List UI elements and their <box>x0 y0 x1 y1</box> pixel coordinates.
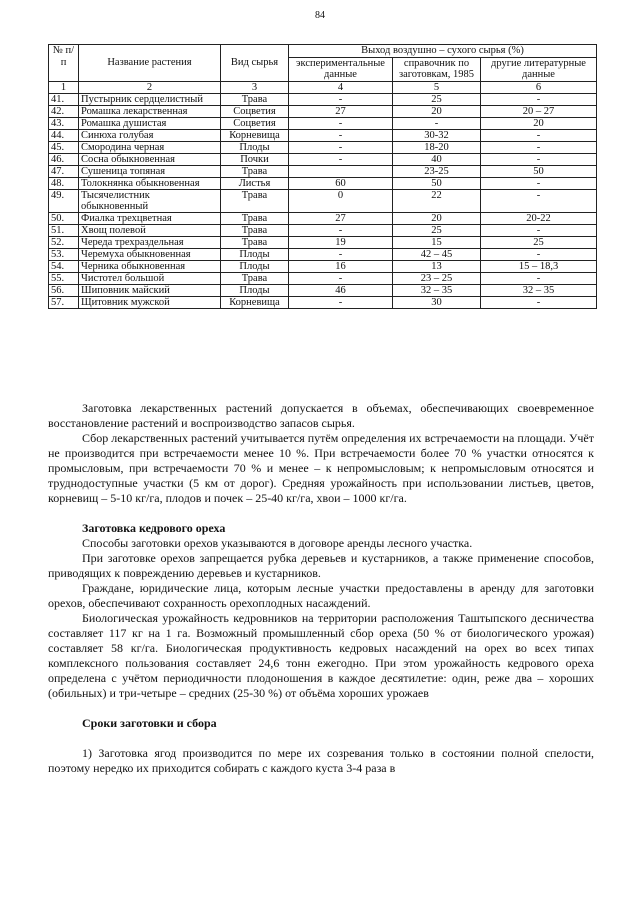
reference-cell: 18-20 <box>393 141 481 153</box>
other-literature-cell: 20 <box>481 117 597 129</box>
plant-name-cell: Толокнянка обыкновенная <box>79 177 221 189</box>
plant-name-cell: Щитовник мужской <box>79 296 221 308</box>
reference-cell: - <box>393 117 481 129</box>
raw-type-cell: Почки <box>221 153 289 165</box>
paragraph: Способы заготовки орехов указываются в договоре аренды лесного участка. <box>82 536 473 550</box>
table-row <box>49 117 597 129</box>
row-number-cell: 51. <box>49 224 79 236</box>
reference-cell: 25 <box>393 224 481 236</box>
table-row <box>49 248 597 260</box>
reference-cell: 23 – 25 <box>393 272 481 284</box>
table-row <box>49 105 597 117</box>
experimental-cell: - <box>289 248 393 260</box>
reference-cell: 20 <box>393 212 481 224</box>
plant-name-cell: Синюха голубая <box>79 129 221 141</box>
section-heading: Заготовка кедрового ореха <box>82 521 226 535</box>
table-row <box>49 141 597 153</box>
other-literature-cell: - <box>481 248 597 260</box>
other-literature-cell: - <box>481 296 597 308</box>
reference-cell: 50 <box>393 177 481 189</box>
other-literature-cell: 25 <box>481 236 597 248</box>
row-number-cell: 57. <box>49 296 79 308</box>
row-number-cell: 46. <box>49 153 79 165</box>
row-number-cell: 43. <box>49 117 79 129</box>
plant-name-cell: Ромашка душистая <box>79 117 221 129</box>
other-literature-cell: 15 – 18,3 <box>481 260 597 272</box>
header-raw-type: Вид сырья <box>221 45 289 82</box>
table-row <box>49 177 597 189</box>
plant-name-cell: Чистотел большой <box>79 272 221 284</box>
other-literature-cell: - <box>481 93 597 105</box>
column-number-cell: 1 <box>49 81 79 93</box>
reference-cell: 15 <box>393 236 481 248</box>
raw-type-cell: Трава <box>221 224 289 236</box>
raw-type-cell: Соцветия <box>221 105 289 117</box>
row-number-cell: 48. <box>49 177 79 189</box>
reference-cell: 30 <box>393 296 481 308</box>
table-row <box>49 236 597 248</box>
other-literature-cell: - <box>481 224 597 236</box>
table-row <box>49 93 597 105</box>
table-row <box>49 296 597 308</box>
paragraph: Заготовка лекарственных растений допускается в объемах, обеспечивающих своевременное восстановление растений и воспроизводство запасов сырья. <box>48 401 594 430</box>
experimental-cell: - <box>289 93 393 105</box>
paragraph: 1) Заготовка ягод производится по мере их созревания только в состоянии полной спелости, поэтому нередко их приходится собирать с каждого куста 3-4 раза в <box>48 746 594 775</box>
header-experimental: экспериментальные данные <box>289 57 393 81</box>
experimental-cell: - <box>289 117 393 129</box>
header-yield-group: Выход воздушно – сухого сырья (%) <box>289 45 597 58</box>
experimental-cell: 0 <box>289 189 393 212</box>
header-reference: справочник по заготовкам, 1985 <box>393 57 481 81</box>
plant-name-cell: Фиалка трехцветная <box>79 212 221 224</box>
raw-type-cell: Трава <box>221 93 289 105</box>
other-literature-cell: - <box>481 177 597 189</box>
raw-type-cell: Плоды <box>221 141 289 153</box>
table-row <box>49 224 597 236</box>
experimental-cell: - <box>289 141 393 153</box>
raw-type-cell: Трава <box>221 272 289 284</box>
reference-cell: 13 <box>393 260 481 272</box>
experimental-cell: 60 <box>289 177 393 189</box>
raw-type-cell: Трава <box>221 165 289 177</box>
other-literature-cell: 20-22 <box>481 212 597 224</box>
reference-cell: 25 <box>393 93 481 105</box>
header-plant-name: Название растения <box>79 45 221 82</box>
reference-cell: 32 – 35 <box>393 284 481 296</box>
table-row <box>49 153 597 165</box>
plant-name-cell: Шиповник майский <box>79 284 221 296</box>
row-number-cell: 55. <box>49 272 79 284</box>
paragraph: При заготовке орехов запрещается рубка деревьев и кустарников, а также применение способов, приводящих к повреждению деревьев и кустарников. <box>48 551 594 580</box>
row-number-cell: 47. <box>49 165 79 177</box>
other-literature-cell: 20 – 27 <box>481 105 597 117</box>
reference-cell: 30-32 <box>393 129 481 141</box>
raw-type-cell: Листья <box>221 177 289 189</box>
other-literature-cell: 50 <box>481 165 597 177</box>
column-number-cell: 4 <box>289 81 393 93</box>
reference-cell: 23-25 <box>393 165 481 177</box>
table-row <box>49 260 597 272</box>
table-row <box>49 272 597 284</box>
experimental-cell: 27 <box>289 212 393 224</box>
table-row <box>49 165 597 177</box>
page-number: 84 <box>315 10 325 21</box>
other-literature-cell: - <box>481 189 597 212</box>
body-text <box>48 401 594 776</box>
experimental-cell: - <box>289 224 393 236</box>
other-literature-cell: - <box>481 153 597 165</box>
plant-name-cell: Сосна обыкновенная <box>79 153 221 165</box>
row-number-cell: 49. <box>49 189 79 212</box>
experimental-cell: - <box>289 272 393 284</box>
raw-type-cell: Плоды <box>221 284 289 296</box>
header-number: № п/п <box>49 45 79 82</box>
table-row <box>49 284 597 296</box>
experimental-cell: - <box>289 129 393 141</box>
other-literature-cell: - <box>481 141 597 153</box>
paragraph: Граждане, юридические лица, которым лесные участки предоставлены в аренду для заготовки орехов, обеспечивают сохранность орехоплодных насаждений. <box>48 581 594 610</box>
table-row <box>49 189 597 212</box>
paragraph: Биологическая урожайность кедровников на территории расположения Таштыпского десничества составляет 117 кг на 1 га. Возможный промышленный сбор ореха (50 % от биологического урожая) составляет 58 кг/га. Биологическая продуктивность кедровых насаждений на орех во всех типах комплексного пользования составляет 24,6 тонн ежегодно. При этом урожайность кедрового ореха определена с учётом периодичности плодоношения в каждое десятилетие: один, реже два – хороших (обильных) и три-четыре – средних (25-30 %) от объёма хороших урожаев <box>48 611 594 700</box>
plant-name-cell: Черемуха обыкновенная <box>79 248 221 260</box>
plant-name-cell: Черника обыкновенная <box>79 260 221 272</box>
yield-table <box>48 44 597 309</box>
experimental-cell: 46 <box>289 284 393 296</box>
reference-cell: 42 – 45 <box>393 248 481 260</box>
raw-type-cell: Плоды <box>221 260 289 272</box>
raw-type-cell: Трава <box>221 189 289 212</box>
plant-name-cell: Череда трехраздельная <box>79 236 221 248</box>
reference-cell: 20 <box>393 105 481 117</box>
table-row <box>49 212 597 224</box>
raw-type-cell: Трава <box>221 236 289 248</box>
other-literature-cell: 32 – 35 <box>481 284 597 296</box>
row-number-cell: 41. <box>49 93 79 105</box>
table-row <box>49 129 597 141</box>
row-number-cell: 44. <box>49 129 79 141</box>
plant-name-cell: Пустырник сердцелистный <box>79 93 221 105</box>
other-literature-cell: - <box>481 272 597 284</box>
experimental-cell <box>289 165 393 177</box>
header-other-literature: другие литературные данные <box>481 57 597 81</box>
experimental-cell: 27 <box>289 105 393 117</box>
raw-type-cell: Корневища <box>221 296 289 308</box>
reference-cell: 40 <box>393 153 481 165</box>
row-number-cell: 50. <box>49 212 79 224</box>
plant-name-cell: Сушеница топяная <box>79 165 221 177</box>
row-number-cell: 45. <box>49 141 79 153</box>
reference-cell: 22 <box>393 189 481 212</box>
raw-type-cell: Трава <box>221 212 289 224</box>
raw-type-cell: Соцветия <box>221 117 289 129</box>
raw-type-cell: Плоды <box>221 248 289 260</box>
table-body <box>49 93 597 308</box>
other-literature-cell: - <box>481 129 597 141</box>
plant-name-cell: Хвощ полевой <box>79 224 221 236</box>
section-heading: Сроки заготовки и сбора <box>82 716 217 730</box>
row-number-cell: 52. <box>49 236 79 248</box>
plant-name-cell: Ромашка лекарственная <box>79 105 221 117</box>
experimental-cell: - <box>289 153 393 165</box>
plant-name-cell: Смородина черная <box>79 141 221 153</box>
row-number-cell: 54. <box>49 260 79 272</box>
paragraph: Сбор лекарственных растений учитывается путём определения их встречаемости на площади. Учёт не производится при встречаемости менее 10 %. При встречаемости более 70 % участки относятся к промысловым, при встречаемости 70 % и менее – к непромысловым; к непромысловым относятся и труднодоступные участки (5 км от дорог). Средняя урожайность при использовании листьев, цветов, корневищ – 5-10 кг/га, плодов и почек – 25-40 кг/га, хвои – 1000 кг/га. <box>48 431 594 505</box>
experimental-cell: 16 <box>289 260 393 272</box>
column-number-cell: 3 <box>221 81 289 93</box>
experimental-cell: - <box>289 296 393 308</box>
column-number-cell: 5 <box>393 81 481 93</box>
raw-type-cell: Корневища <box>221 129 289 141</box>
row-number-cell: 56. <box>49 284 79 296</box>
plant-name-cell: Тысячелистник обыкновенный <box>79 189 221 212</box>
experimental-cell: 19 <box>289 236 393 248</box>
row-number-cell: 53. <box>49 248 79 260</box>
row-number-cell: 42. <box>49 105 79 117</box>
column-number-cell: 2 <box>79 81 221 93</box>
column-number-cell: 6 <box>481 81 597 93</box>
